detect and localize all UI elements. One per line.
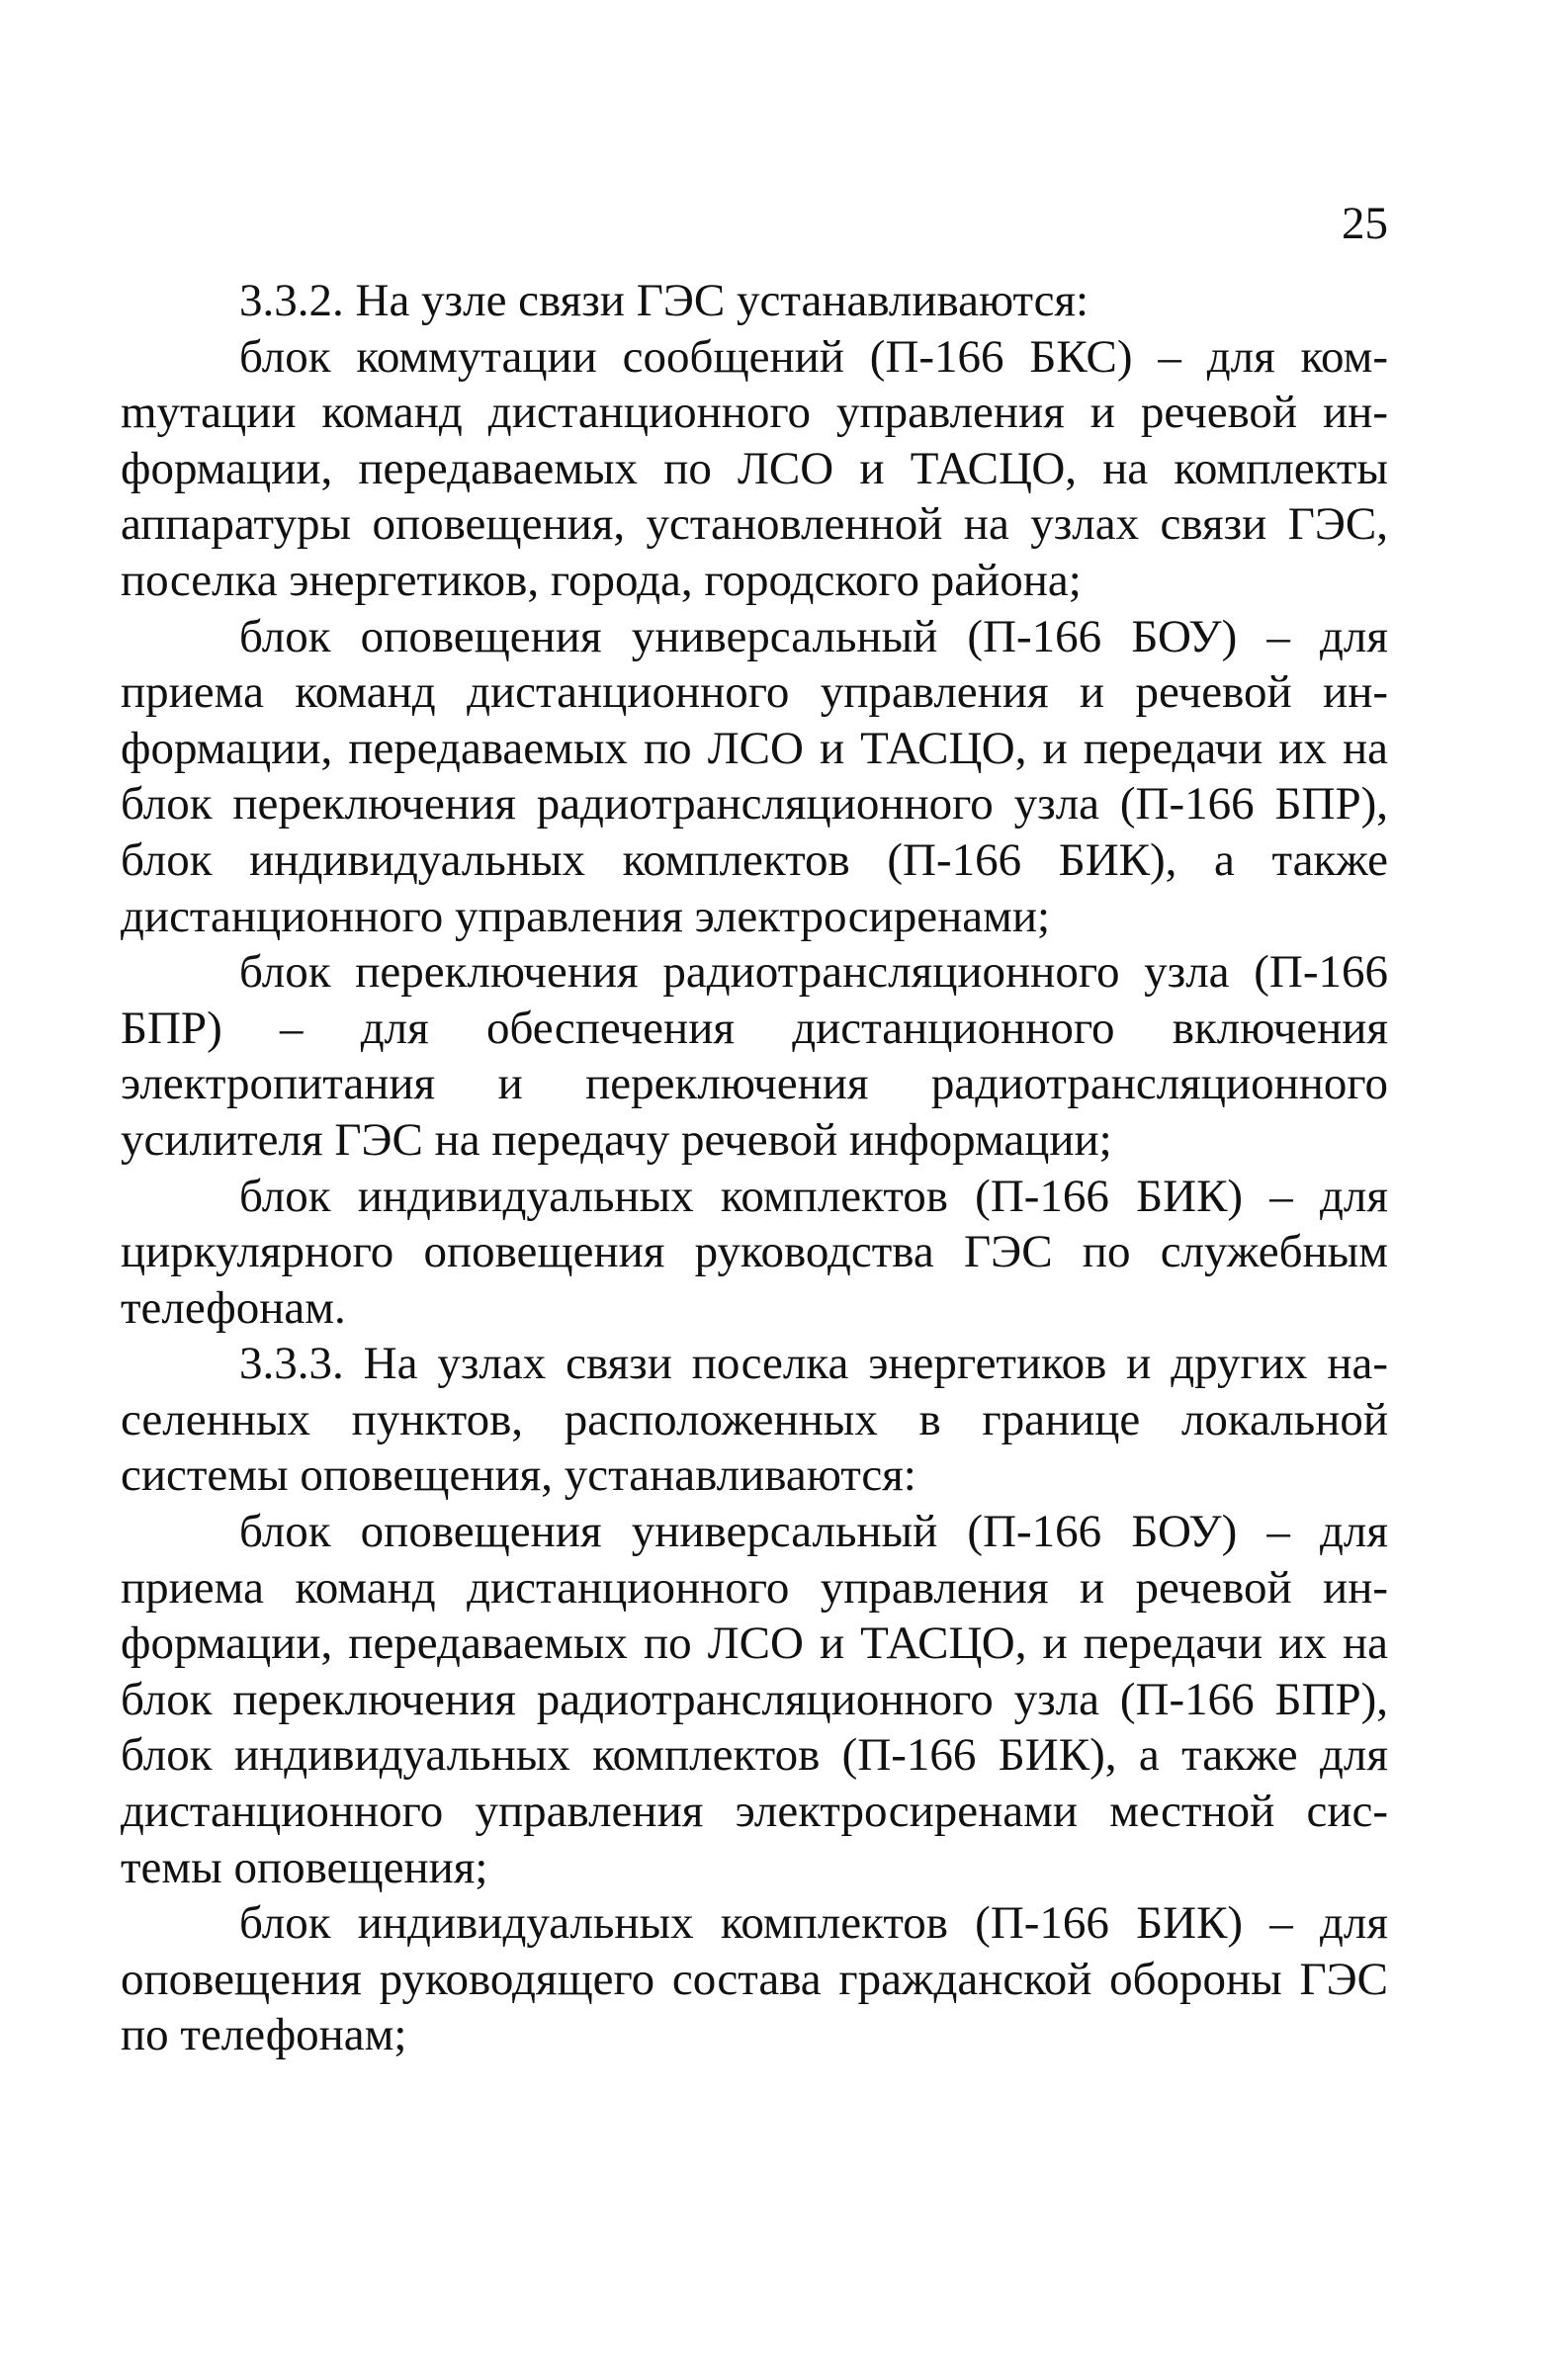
section-heading-3-3-3: 3.3.3. На узлах связи поселка энергетиков и других населенных пунктов, расположенных в границе локальной системы оповещения, устанавливаются: [121,1338,1388,1502]
list-item-bks: блок коммутации сообщений (П-166 БКС) – для комmутации команд дистанционного управления и речевой информации, передаваемых по ЛСО и ТАСЦО, на комплекты аппаратуры оповещения, установленной на узлах связи ГЭС, поселка энергетиков, города, городского района; [121,330,1388,606]
list-item-bou: блок оповещения универсальный (П-166 БОУ) – для приема команд дистанционного управления и речевой информации, передаваемых по ЛСО и ТАСЦО, и передачи их на блок переключения радиотрансляционного узла (П-166 БПР), блок индивидуальных комплектов (П-166 БИК), а также дистанционного управления электросиренами; [121,610,1388,942]
list-item-bik: блок индивидуальных комплектов (П-166 БИК) – для циркулярного оповещения руководства ГЭС по служебным телефонам. [121,1170,1388,1334]
page-number: 25 [1342,198,1388,249]
list-item-bou-local: блок оповещения универсальный (П-166 БОУ) – для приема команд дистанционного управления и речевой информации, передаваемых по ЛСО и ТАСЦО, и передачи их на блок переключения радиотрансляционного узла (П-166 БПР), блок индивидуальных комплектов (П-166 БИК), а также для дистанционного управления электросиренами местной системы оповещения; [121,1506,1388,1893]
list-item-bpr: блок переключения радиотрансляционного узла (П-166 БПР) – для обеспечения дистанционного включения электропитания и переключения радиотрансляционного усилителя ГЭС на передачу речевой информации; [121,946,1388,1166]
document-body [121,273,1388,2063]
section-heading-3-3-2: 3.3.2. На узле связи ГЭС устанавливаются: [239,275,1089,326]
list-item-bik-local: блок индивидуальных комплектов (П-166 БИК) – для оповещения руководящего состава гражданской обороны ГЭС по телефонам; [121,1897,1388,2061]
